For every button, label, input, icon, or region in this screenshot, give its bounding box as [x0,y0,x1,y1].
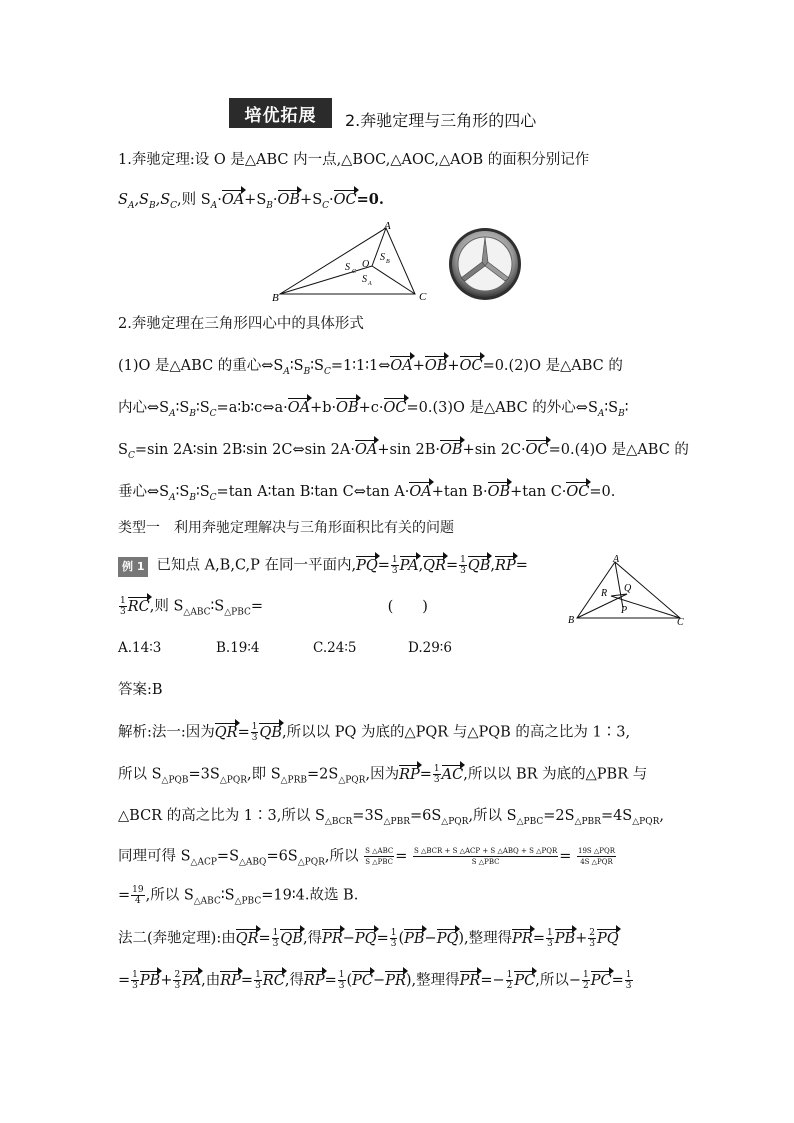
type-one-heading: 类型一 利用奔驰定理解决与三角形面积比有关的问题 [118,520,454,536]
mercedes-logo-image [447,226,523,302]
theorem-triangle-figure [268,218,428,308]
area-label-sc: S [345,262,350,273]
answer-text: 答案:B [118,682,163,698]
example-one-line-2: $\frac{1}{3}$ RC,则 $S_{\triangle ABC}∶S_{\triangle PBC}=$ ( ) [120,596,428,618]
centroid-condition: (1)O 是△ABC 的重心$\Leftrightarrow S_A∶S_B∶S_C=1∶1∶1\Leftrightarrow OA+OB+OC=0.(2)O$ 是△ABC 的 [118,358,623,377]
point-label-r: R [601,588,608,599]
vertex-label-c: C [419,291,427,303]
area-label-sb: S [380,252,385,263]
solution-line-5: = $\frac{19}{4}$ ,所以 $S_{\triangle ABC}∶S_{\triangle PBC}=19∶4$.故选 B. [118,885,359,907]
orthocenter-condition: 垂心$\Leftrightarrow S_A∶S_B∶S_C=\tan$ A∶tan B∶tan C⇔tan A·OA+tan B·OB+tan C·OC=0. [118,484,616,503]
svg-text:A: A [368,281,372,287]
example-badge: 例 1 [118,557,148,577]
area-label-sa: S [362,274,367,285]
svg-text:C: C [352,269,357,275]
circumcenter-condition: $S_C=\sin$ 2A∶sin 2B∶sin 2C⇔sin 2A·OA+sin 2B·OB+sin 2C·OC=0.(4)O 是△ABC 的 [118,442,689,461]
vertex-label-c2: C [677,617,684,628]
solution-line-1: 解析:法一:因为QR= $\frac{1}{3}$ QB,所以以 PQ 为底的△PQR 与△PQB 的高之比为 1∶3, [118,722,631,743]
choice-a[interactable]: A.14∶3 [118,640,162,656]
example-one-line-1: 例 1 已知点 A,B,C,P 在同一平面内,PQ= $\frac{1}{3}$ PA,QR= $\frac{1}{3}$ QB,RP= [118,555,528,577]
answer-blank: ( ) [387,598,428,615]
choice-d[interactable]: D.29∶6 [408,640,452,656]
vertex-label-a: A [384,220,391,232]
solution-line-6: 法二(奔驰定理):由QR= $\frac{1}{3}$ QB,得PR−PQ= $\frac{1}{3}$ (PB−PQ),整理得PR= $\frac{1}{3}$ PB+ $\frac{2}{3}$ PQ [118,928,619,949]
vertex-label-a2: A [613,554,620,565]
point-label-q: Q [624,583,632,594]
section-badge: 培优拓展 [229,98,332,128]
vertex-label-b: B [272,292,279,304]
vertex-label-b2: B [568,615,575,626]
theorem-formula: $S_A,S_B,S_C$,则 $S_A\cdot OA+S_B\cdot OB+S_C\cdot OC=0$. [118,191,384,211]
choices-row [118,638,452,658]
point-label-o: O [362,259,370,270]
solution-line-2: 所以 $S_{\triangle PQB}=3S_{\triangle PQR}$,即 $S_{\triangle PRB}=2S_{\triangle PQR}$,因为RP= $\frac{1}{3}$ AC,所以以 BR 为底的△PBR 与 [118,764,648,786]
svg-text:B: B [386,259,390,265]
choice-b[interactable]: B.19∶4 [216,640,260,656]
four-centers-heading: 2.奔驰定理在三角形四心中的具体形式 [118,316,364,332]
solution-line-3: △BCR 的高之比为 1∶3,所以 $S_{\triangle BCR}=3S_{\triangle PBR}=6S_{\triangle PQR}$,所以 $S_{\triangle PBC}=2S_{\triangle PBR}=4S_{\triangle PQR}$, [118,808,664,827]
theorem-statement: 1.奔驰定理:设 O 是△ABC 内一点,△BOC,△AOC,△AOB 的面积分别记作 [118,152,590,168]
example-triangle-figure [565,550,690,630]
solution-line-4: 同理可得 $S_{\triangle ACP}=S_{\triangle ABQ}=6S_{\triangle PQR}$,所以 $\frac{\text{S △ABC}}{\text{S △PBC}}$ = $\frac{\text{S △BCR + S △ACP + S △ABQ + S △PQR}}{\text{S △PBC}}$ = $\frac{\text{19S △PQR}}{\text{4S △PQR}}$ [118,847,616,868]
solution-line-7: = $\frac{1}{3}$ PB+ $\frac{2}{3}$ PA,由RP= $\frac{1}{3}$ RC,得RP= $\frac{1}{3}$ (PC−PR),整理得PR=− $\frac{1}{2}$ PC,所以− $\frac{1}{2}$ PC= $\frac{1}{3}$ [118,970,632,991]
incenter-condition: 内心$\Leftrightarrow S_A∶S_B∶S_C=a∶b∶c\Leftrightarrow a\cdot OA+b\cdot OB+c\cdot OC=0.(3)O$ 是△ABC 的外心$\Leftrightarrow S_A∶S_B∶$ [118,400,629,419]
section-title: 2.奔驰定理与三角形的四心 [345,111,537,130]
choice-c[interactable]: C.24∶5 [313,640,357,656]
point-label-p: P [621,605,628,616]
